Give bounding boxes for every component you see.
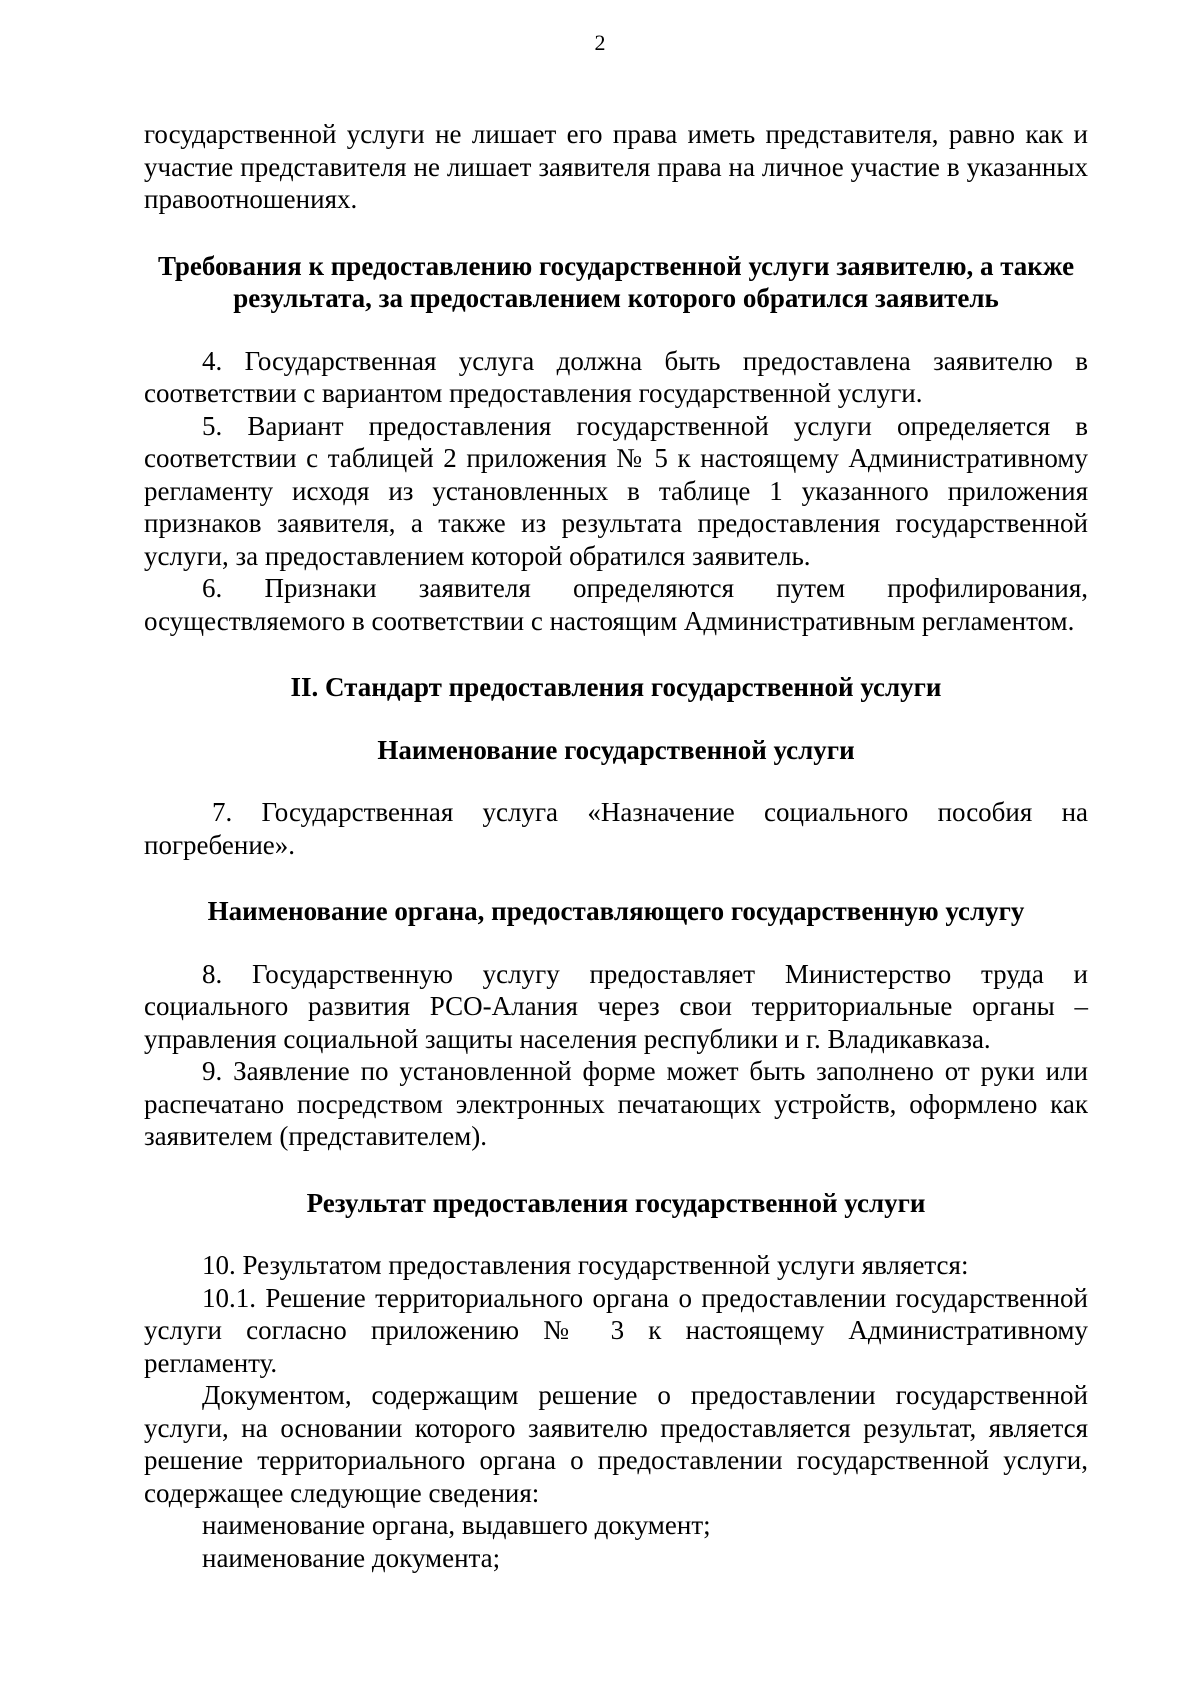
- spacer: [144, 928, 1088, 958]
- page-number: 2: [594, 30, 606, 55]
- spacer: [144, 216, 1088, 250]
- spacer: [144, 704, 1088, 734]
- spacer: [144, 1219, 1088, 1249]
- spacer: [144, 861, 1088, 895]
- list-item-document-name: наименование документа;: [202, 1542, 501, 1573]
- intro-paragraph: государственной услуги не лишает его права иметь представителя, равно как и участие представителя не лишает заявителя права на личное участие в указанных правоотношениях.: [144, 119, 1088, 214]
- spacer: [144, 315, 1088, 345]
- heading-result: Результат предоставления государственной услуги: [306, 1187, 926, 1218]
- paragraph-5: 5. Вариант предоставления государственной услуги определяется в соответствии с таблицей 2 приложения № 5 к настоящему Административному регламенту исходя из установленных в таблице 1 указанного приложения признаков заявителя, а также из результата предоставления государственной услуги, за предоставлением которой обратился заявитель.: [144, 410, 1088, 571]
- heading-requirements: Требования к предоставлению государственной услуги заявителю, а также результата, за предоставлением которого обратился заявитель: [157, 250, 1075, 313]
- paragraph-8: 8. Государственную услугу предоставляет Министерство труда и социального развития РСО-Алания через свои территориальные органы – управления социальной защиты населения республики и г. Владикавказа.: [144, 958, 1088, 1054]
- heading-authority: Наименование органа, предоставляющего государственную услугу: [207, 896, 1025, 926]
- spacer: [144, 637, 1088, 671]
- paragraph-10: 10. Результатом предоставления государственной услуги является:: [202, 1250, 969, 1280]
- heading-standard: II. Стандарт предоставления государственной услуги: [290, 672, 942, 702]
- list-item-issuer: наименование органа, выдавшего документ;: [202, 1510, 711, 1540]
- paragraph-10-1: 10.1. Решение территориального органа о предоставлении государственной услуги согласно приложению № 3 к настоящему Административному регламенту.: [144, 1282, 1088, 1378]
- paragraph-6: 6. Признаки заявителя определяются путем профилирования, осуществляемого в соответствии с настоящим Административным регламентом.: [144, 573, 1088, 636]
- paragraph-result-document: Документом, содержащим решение о предоставлении государственной услуги, на основании которого заявителю предоставляется результат, является решение территориального органа о предоставлении государственной услуги, содержащее следующие сведения:: [144, 1380, 1088, 1508]
- paragraph-7: 7. Государственная услуга «Назначение социального пособия на погребение».: [144, 797, 1088, 860]
- document-body: [144, 118, 1088, 1574]
- spacer: [144, 1153, 1088, 1187]
- spacer: [144, 766, 1088, 796]
- paragraph-4: 4. Государственная услуга должна быть предоставлена заявителю в соответствии с вариантом предоставления государственной услуги.: [144, 345, 1088, 408]
- paragraph-9: 9. Заявление по установленной форме может быть заполнено от руки или распечатано посредством электронных печатающих устройств, оформлено как заявителем (представителем).: [144, 1056, 1088, 1151]
- heading-service-name: Наименование государственной услуги: [377, 734, 855, 765]
